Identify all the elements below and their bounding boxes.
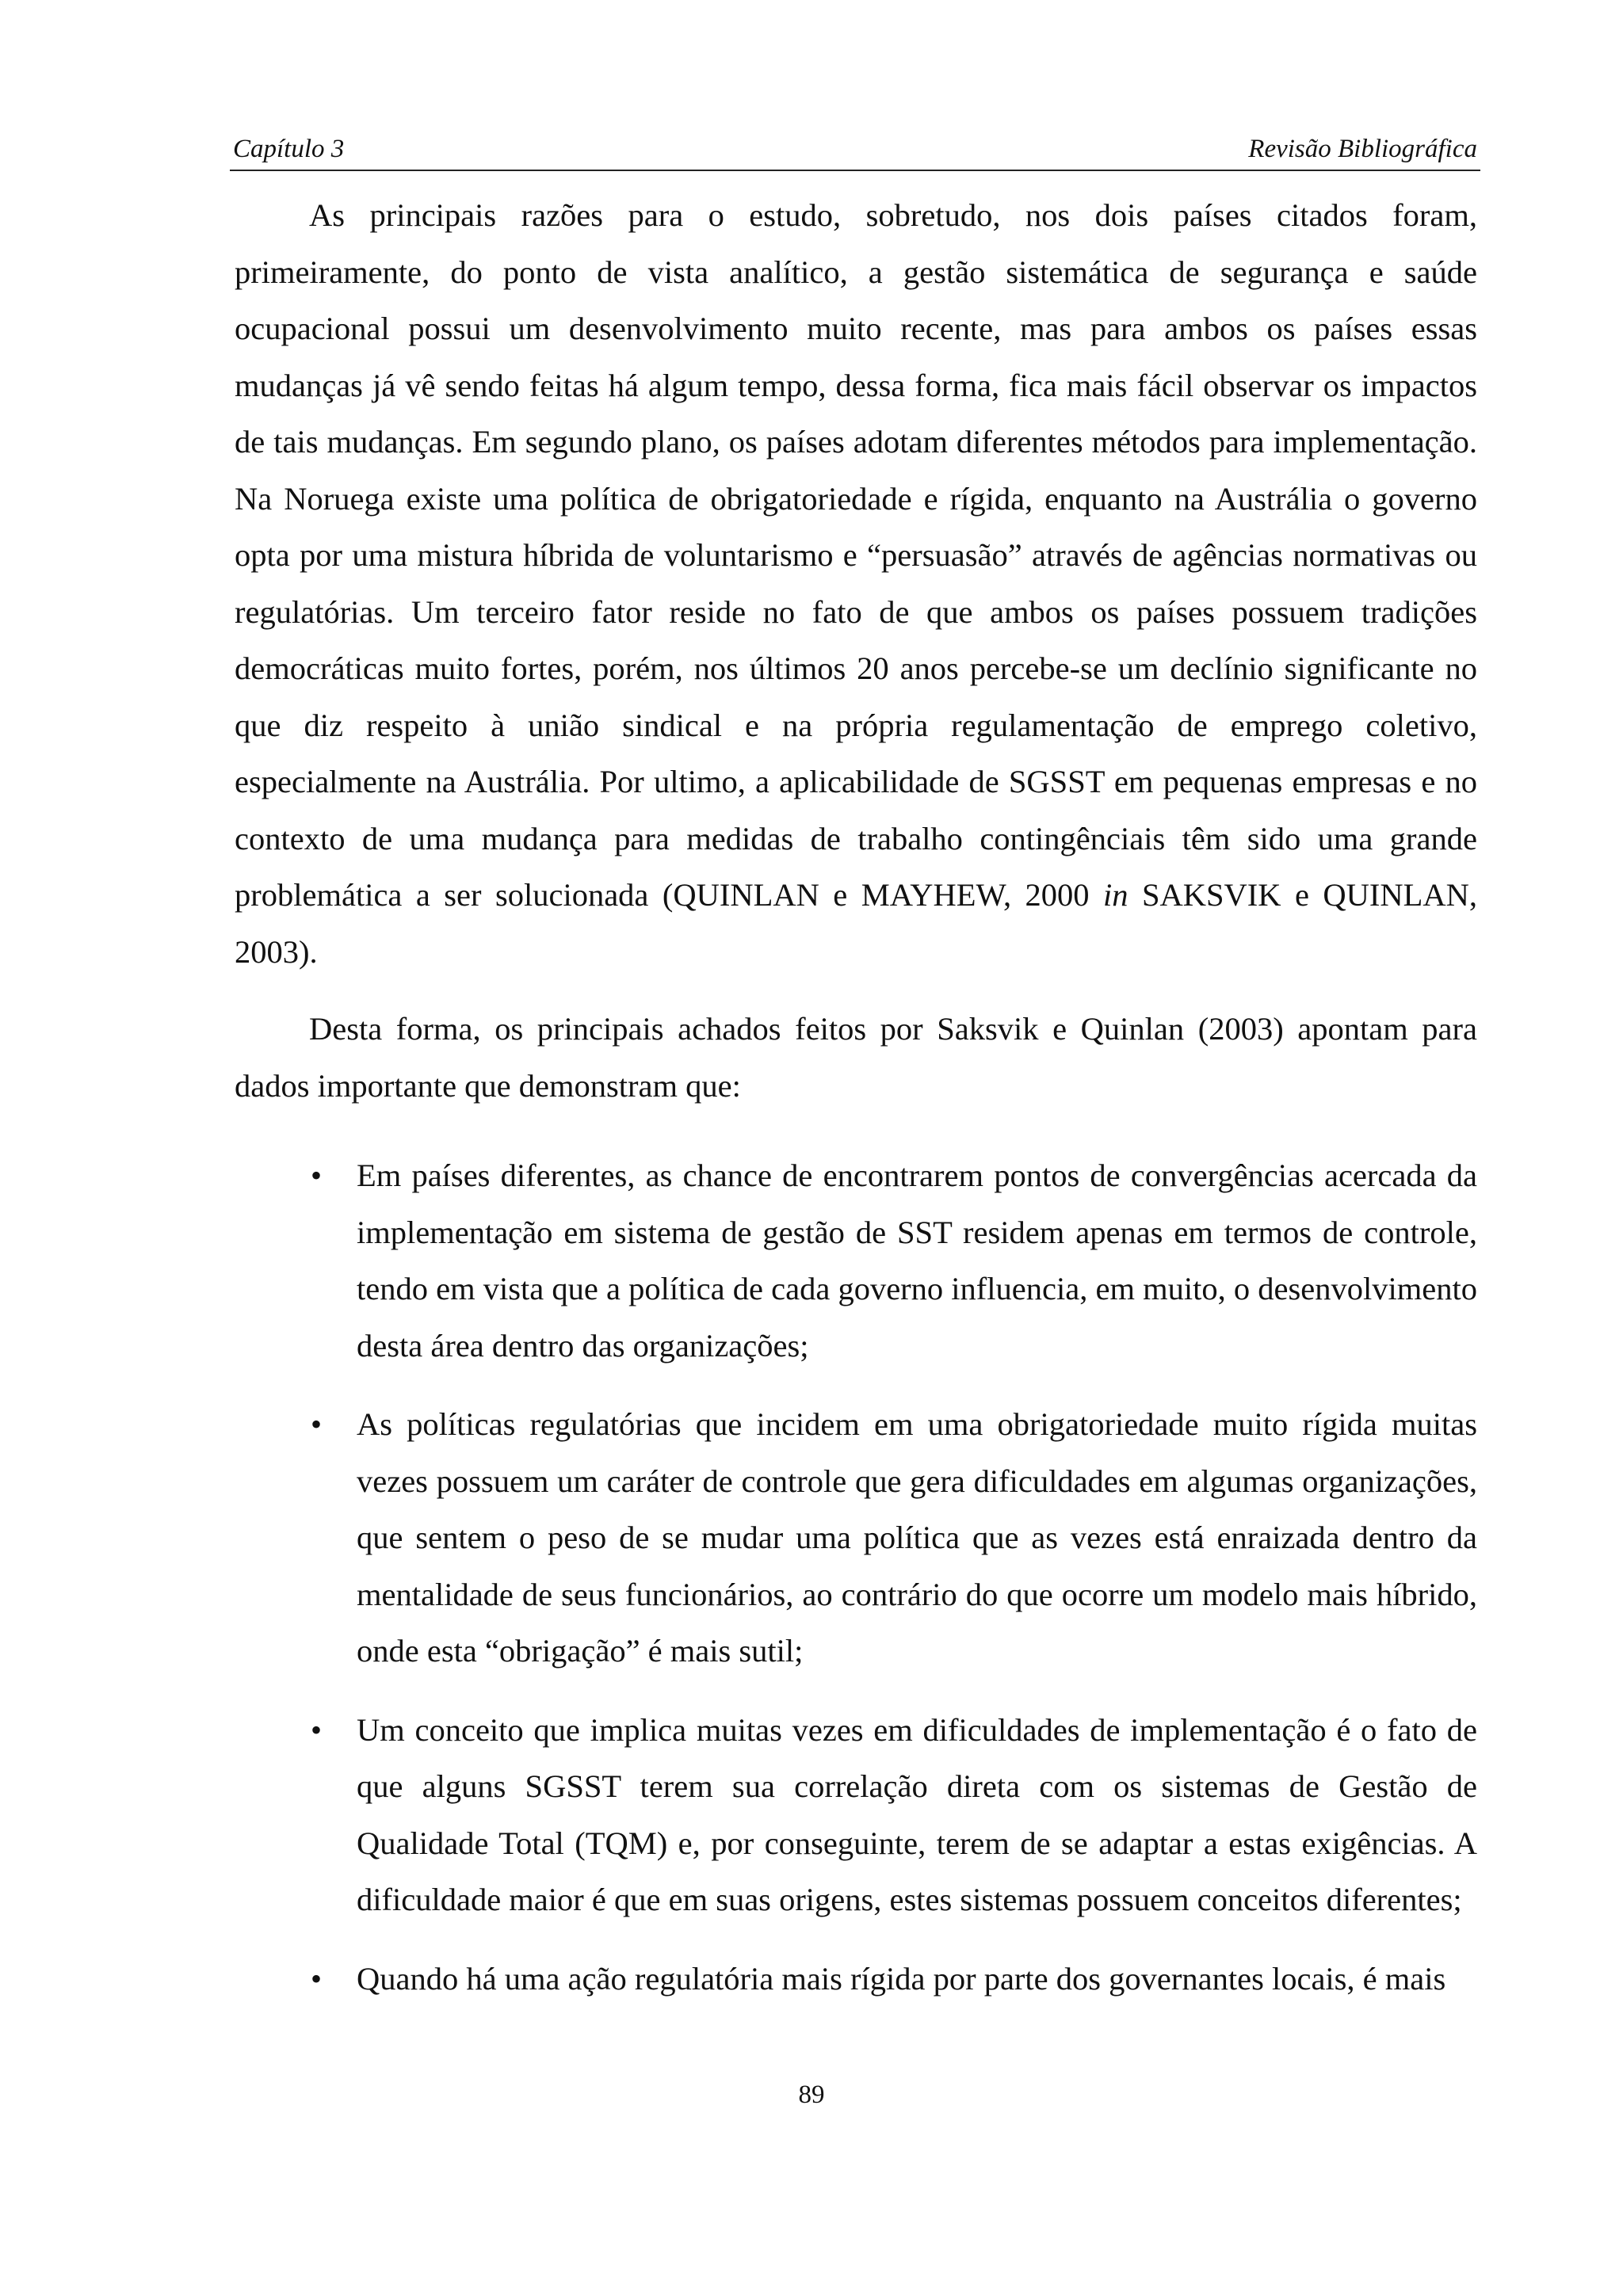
paragraph-1: [235, 187, 1477, 980]
findings-list: [235, 1147, 1477, 2007]
paragraph-1-text: As principais razões para o estudo, sobretudo, nos dois países citados foram, primeiramente, do ponto de vista analítico, a gestão sistemática de segurança e saúde ocupacional possui um desenvolvimento muito recente, mas para ambos os países essas mudanças já vê sendo feitas há algum tempo, dessa forma, fica mais fácil observar os impactos de tais mudanças. Em segundo plano, os países adotam diferentes métodos para implementação. Na Noruega existe uma política de obrigatoriedade e rígida, enquanto na Austrália o governo opta por uma mistura híbrida de voluntarismo e “persuasão” através de agências normativas ou regulatórias. Um terceiro fator reside no fato de que ambos os países possuem tradições democráticas muito fortes, porém, nos últimos 20 anos percebe-se um declínio significante no que diz respeito à união sindical e na própria regulamentação de emprego coletivo, especialmente na Austrália. Por ultimo, a aplicabilidade de SGSST em pequenas empresas e no contexto de uma mudança para medidas de trabalho contingênciais têm sido uma grande problemática a ser solucionada (QUINLAN e MAYHEW, 2000: [235, 197, 1477, 913]
list-item: [235, 1951, 1477, 2008]
bullet-icon: •: [311, 1406, 323, 1442]
list-item: [235, 1702, 1477, 1928]
page-header: [230, 132, 1480, 171]
list-item: [235, 1147, 1477, 1374]
bullet-icon: •: [311, 1960, 323, 1997]
list-item-text: Em países diferentes, as chance de encontrarem pontos de convergências acercada da implementação em sistema de gestão de SST residem apenas em termos de controle, tendo em vista que a política de cada governo influencia, em muito, o desenvolvimento desta área dentro das organizações;: [357, 1158, 1477, 1363]
page-number: 89: [798, 2081, 825, 2109]
header-section-title: Revisão Bibliográfica: [1248, 135, 1477, 163]
list-item-text: As políticas regulatórias que incidem em uma obrigatoriedade muito rígida muitas vezes possuem um caráter de controle que gera dificuldades em algumas organizações, que sentem o peso de se mudar uma política que as vezes está enraizada dentro da mentalidade de seus funcionários, ao contrário do que ocorre um modelo mais híbrido, onde esta “obrigação” é mais sutil;: [357, 1406, 1477, 1669]
paragraph-1-italic: in: [1103, 877, 1128, 913]
list-item-text: Um conceito que implica muitas vezes em dificuldades de implementação é o fato de que alguns SGSST terem sua correlação direta com os sistemas de Gestão de Qualidade Total (TQM) e, por conseguinte, terem de se adaptar a estas exigências. A dificuldade maior é que em suas origens, estes sistemas possuem conceitos diferentes;: [357, 1711, 1477, 1917]
list-item-text: Quando há uma ação regulatória mais rígida por parte dos governantes locais, é mais: [357, 1960, 1446, 1997]
list-item: [235, 1396, 1477, 1680]
page-body: [235, 187, 1477, 2007]
bullet-icon: •: [311, 1711, 323, 1748]
header-chapter: Capítulo 3: [233, 135, 345, 163]
paragraph-2: Desta forma, os principais achados feitos por Saksvik e Quinlan (2003) apontam para dados importante que demonstram que:: [235, 1011, 1477, 1104]
paragraph-1-tail: SAKSVIK e QUINLAN, 2003).: [235, 877, 1477, 970]
bullet-icon: •: [311, 1158, 323, 1193]
